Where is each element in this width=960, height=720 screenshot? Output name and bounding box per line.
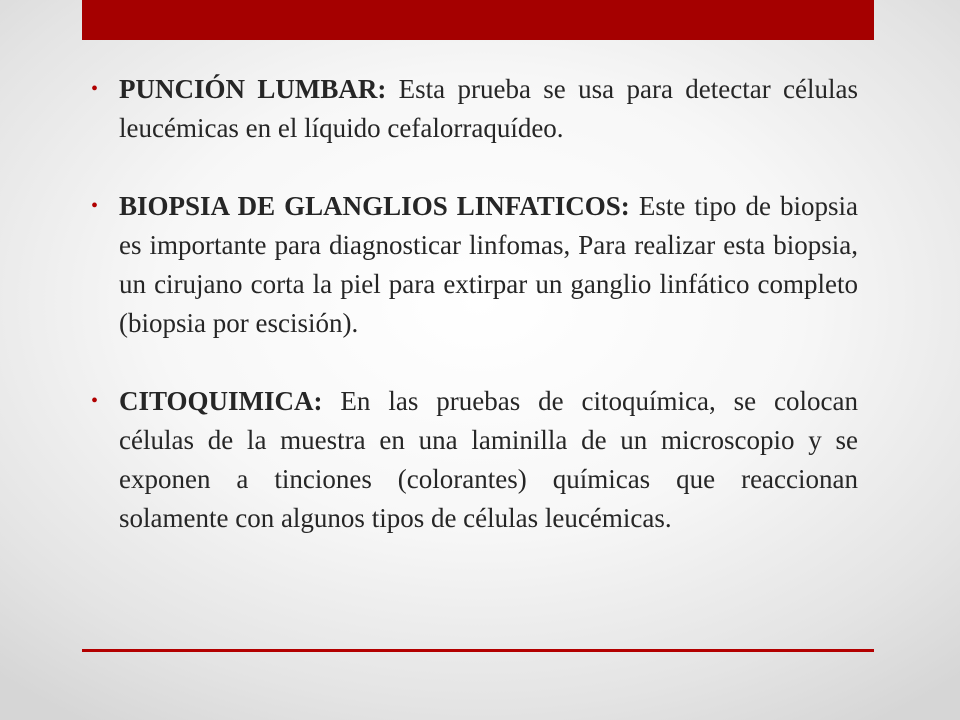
top-accent-band: [82, 0, 874, 40]
bullet-text: En las pruebas de citoquímica, se colocan células de la muestra en una laminilla de un microscopio y se exponen a tinciones (colorantes) químicas que reaccionan solamente con algunos tipos de células leucémicas.: [119, 386, 858, 533]
bullet-text: Esta prueba se usa para detectar células leucémicas en el líquido cefalorraquídeo.: [119, 74, 858, 143]
slide-content: [88, 70, 858, 538]
bullet-dot-icon: •: [91, 390, 99, 412]
bullet-item-citoquimica: [88, 382, 858, 538]
bullet-term: PUNCIÓN LUMBAR:: [119, 74, 387, 104]
bullet-item-biopsia: [88, 187, 858, 343]
bullet-dot-icon: •: [91, 78, 99, 100]
bottom-divider-line: [82, 649, 874, 652]
bullet-term: BIOPSIA DE GLANGLIOS LINFATICOS:: [119, 191, 630, 221]
bullet-text: Este tipo de biopsia es importante para diagnosticar linfomas, Para realizar esta biopsia, un cirujano corta la piel para extirpar un ganglio linfático completo (biopsia por escisión).: [119, 191, 858, 338]
bullet-term: CITOQUIMICA:: [119, 386, 323, 416]
bullet-dot-icon: •: [91, 195, 99, 217]
bullet-item-puncion-lumbar: [88, 70, 858, 148]
